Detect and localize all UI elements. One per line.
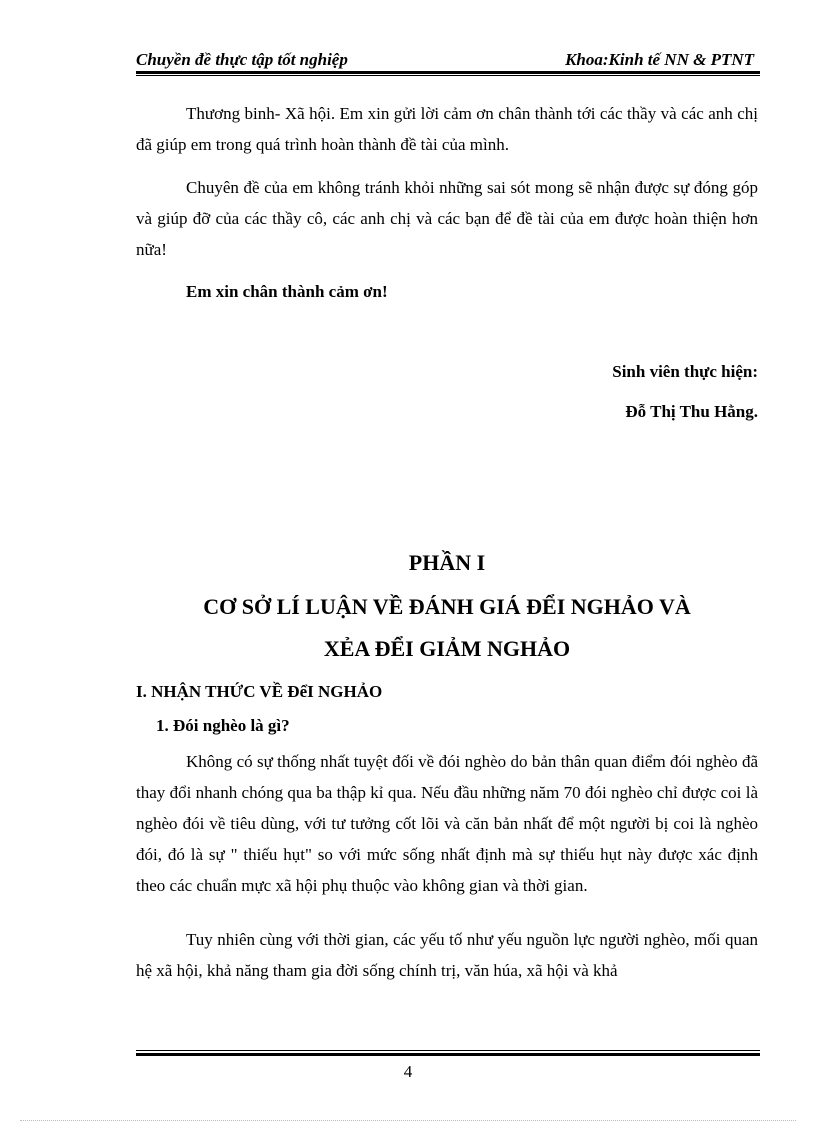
header-rule-thin (136, 75, 760, 76)
header-faculty: Khoa:Kinh tế NN & PTNT (565, 50, 754, 69)
header-document-title: Chuyền đề thực tập tốt nghiệp (136, 50, 348, 69)
subsection-heading: 1. Đói nghèo là gì? (156, 716, 290, 735)
header-rule-thick (136, 71, 760, 74)
signature-name: Đỗ Thị Thu Hằng. (625, 402, 758, 421)
paragraph-apology: Chuyên đề của em không tránh khỏi những sai sót mong sẽ nhận được sự đóng góp và giúp đỡ của các thầy cô, các anh chị và các bạn để đề tài của em được hoàn thiện hơn nữa! (136, 178, 758, 259)
page-number: 4 (403, 1062, 413, 1081)
section-heading: I. NHẬN THỨC VỀ ĐểI NGHẢO (136, 682, 383, 701)
signature-role: Sinh viên thực hiện: (612, 362, 758, 381)
paragraph-continuation: Tuy nhiên cùng với thời gian, các yếu tố như yếu nguồn lực người nghèo, mối quan hệ xã hội, khả năng tham gia đời sống chính trị, văn húa, xã hội và khả (136, 930, 758, 980)
paragraph-acknowledgement: Thương binh- Xã hội. Em xin gửi lời cảm ơn chân thành tới các thầy và các anh chị đã giúp em trong quá trình hoàn thành đề tài của mình. (136, 104, 758, 154)
chapter-title-line-2: XẺA ĐỂI GIẢM NGHẢO (323, 636, 571, 661)
page-edge-divider (20, 1120, 796, 1121)
paragraph-definition: Không có sự thống nhất tuyệt đối về đói nghèo do bản thân quan điểm đói nghèo đã thay đổi nhanh chóng qua ba thập kỉ qua. Nếu đầu những năm 70 đói nghèo chỉ được coi là nghèo đói về tiêu dùng, với tư tưởng cốt lõi và căn bản nhất để một người bị coi là nghèo đói, đó là sự " thiếu hụt" so với mức sống nhất định mà sự thiếu hụt này được xác định theo các chuẩn mực xã hội phụ thuộc vào không gian và thời gian. (136, 752, 758, 895)
paragraph-thanks: Em xin chân thành cảm ơn! (186, 282, 388, 301)
page-header (136, 48, 758, 72)
chapter-title-line-1: CƠ SỞ LÍ LUẬN VỀ ĐÁNH GIÁ ĐỂI NGHẢO VÀ (203, 594, 691, 619)
footer-rule-thin (136, 1050, 760, 1051)
footer-rule-thick (136, 1053, 760, 1056)
chapter-part-label: PHẦN I (408, 550, 486, 575)
